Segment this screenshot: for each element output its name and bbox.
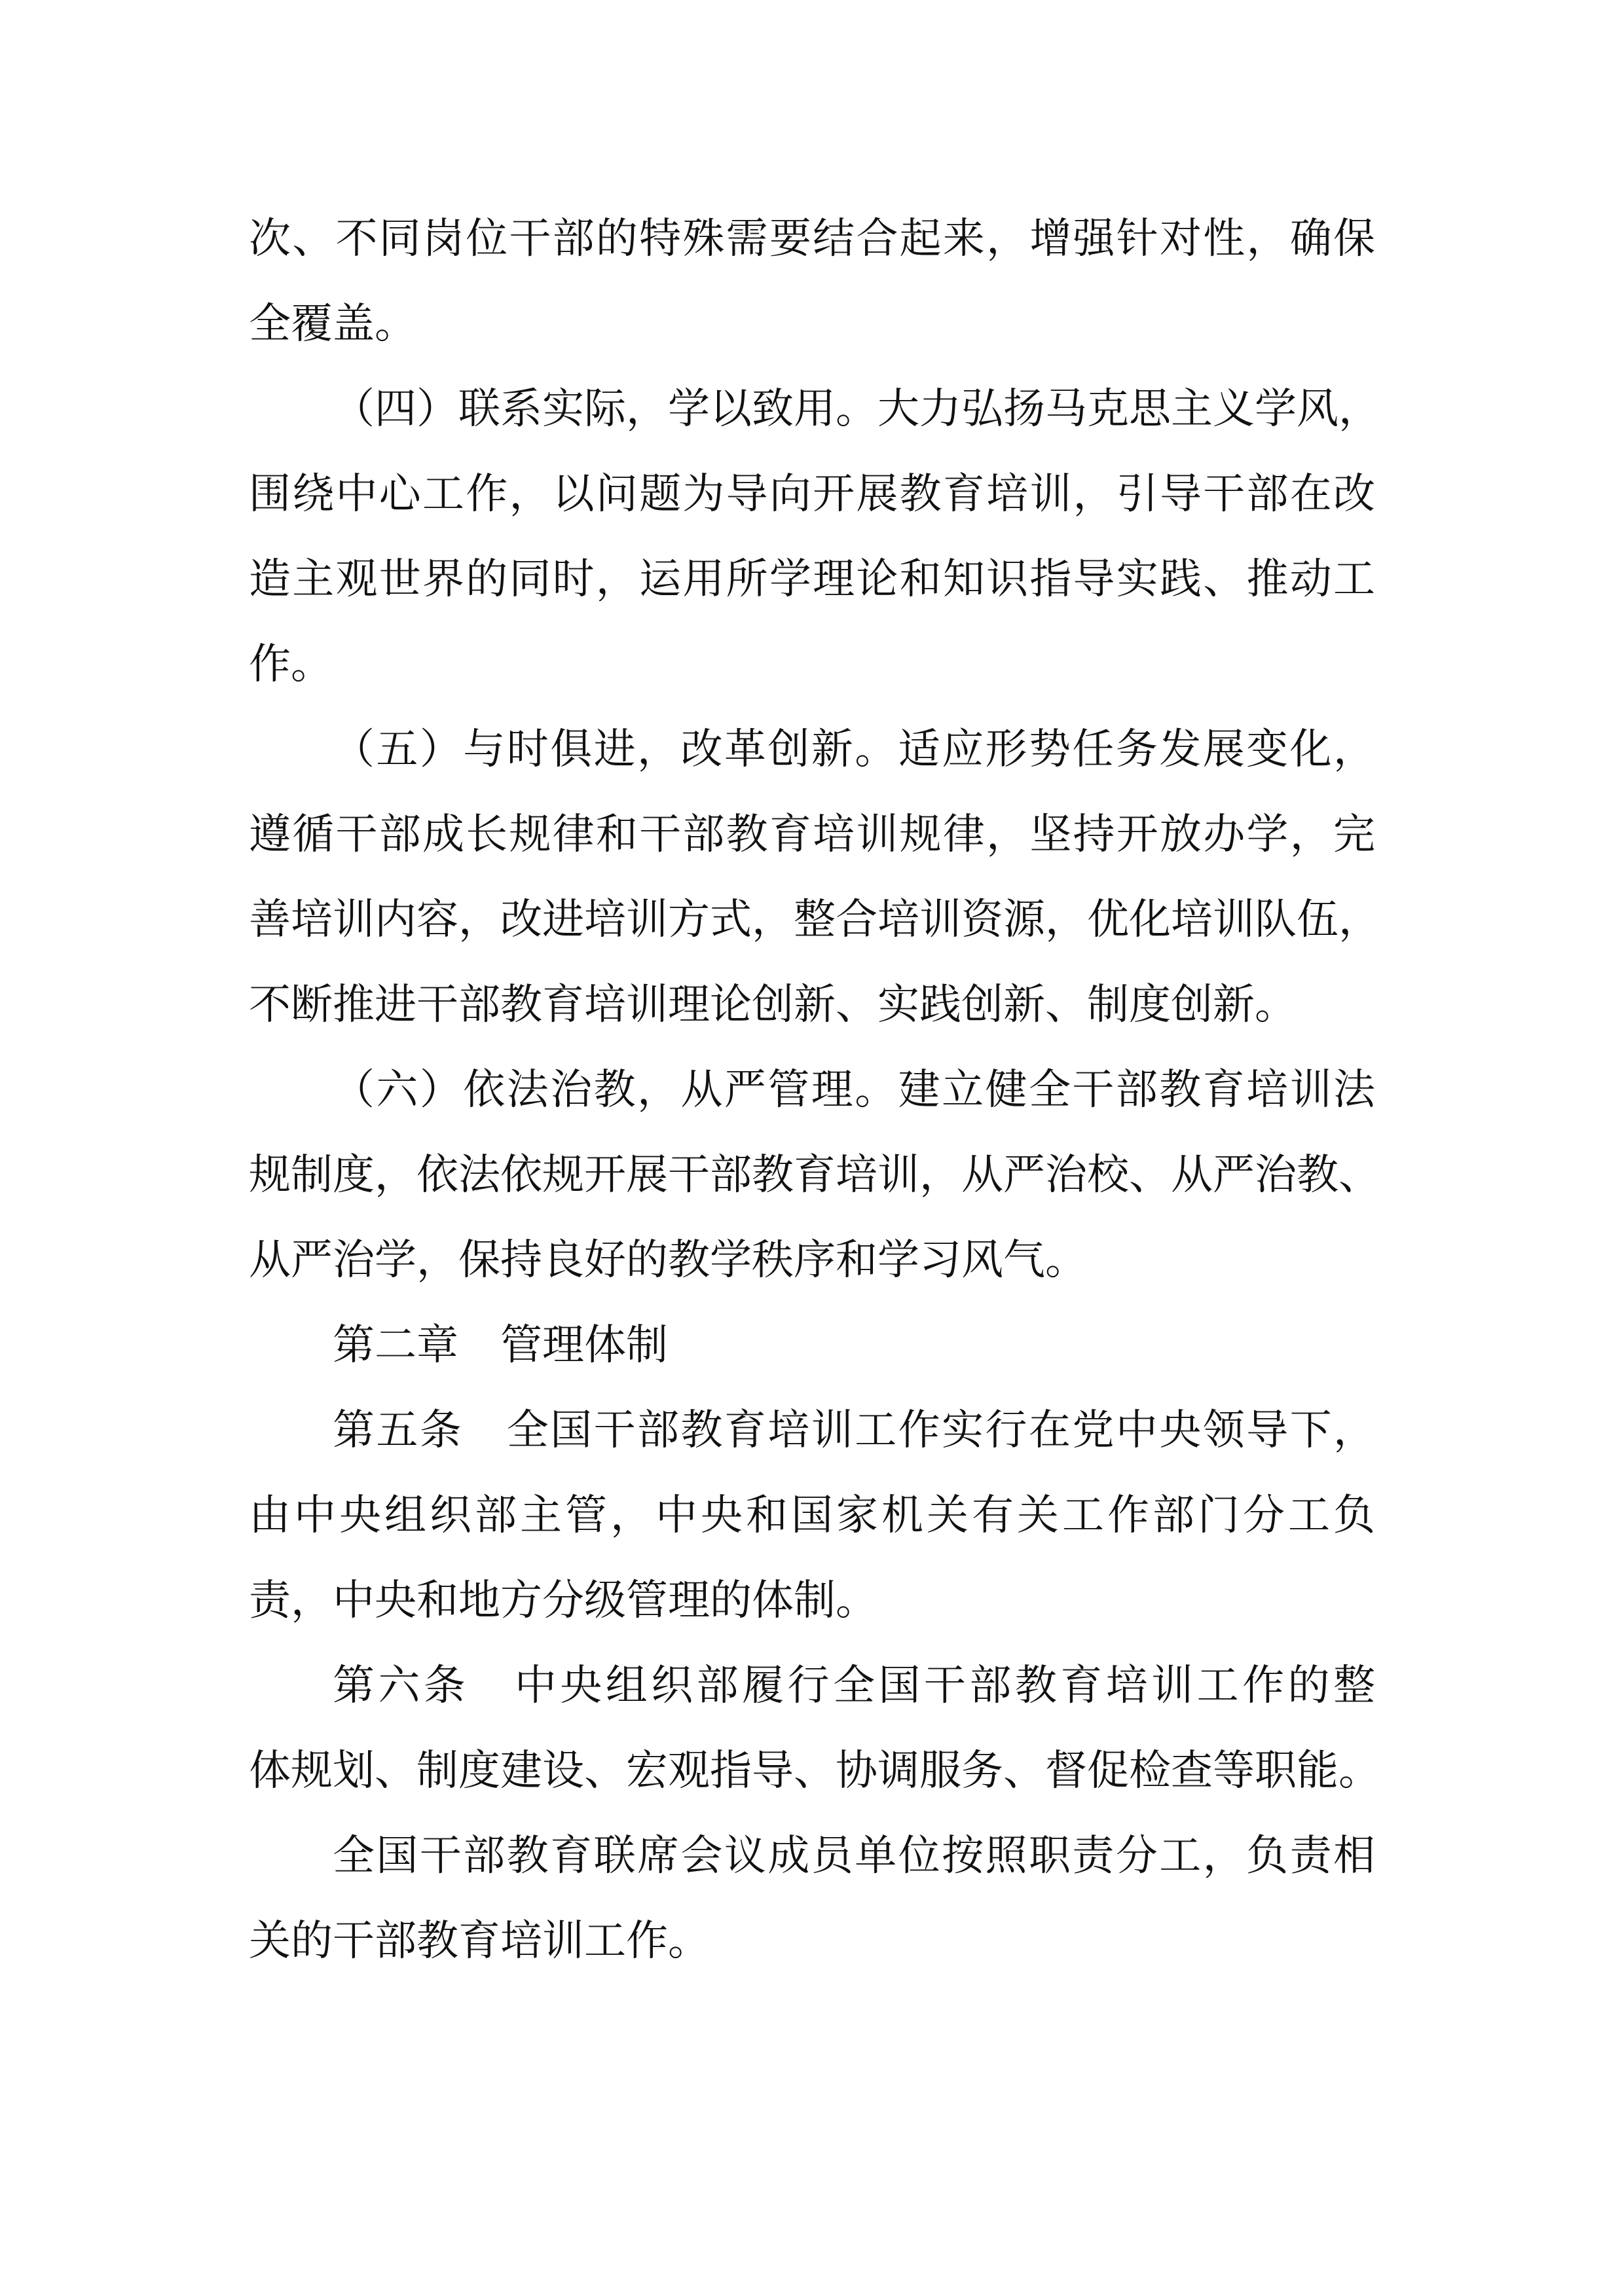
text-line: 遵循干部成长规律和干部教育培训规律，坚持开放办学，完	[249, 811, 1375, 859]
paragraph-line: （五）与时俱进，改革创新。适应形势任务发展变化，	[333, 725, 1375, 774]
text-line: 由中央组织部主管，中央和国家机关有关工作部门分工负	[249, 1491, 1375, 1540]
text-line: 作。	[249, 640, 333, 689]
paragraph-line: 全国干部教育联席会议成员单位按照职责分工，负责相	[333, 1832, 1375, 1880]
text-line: 造主观世界的同时，运用所学理论和知识指导实践、推动工	[249, 555, 1375, 604]
chapter-heading	[249, 1303, 1375, 1388]
paragraph-line: （六）依法治教，从严管理。建立健全干部教育培训法	[333, 1066, 1375, 1114]
chapter-number: 第二章	[333, 1321, 458, 1370]
text-line: 次、不同岗位干部的特殊需要结合起来，增强针对性，确保	[249, 215, 1375, 263]
article-line: 第五条 全国干部教育培训工作实行在党中央领导下，	[333, 1406, 1375, 1455]
text-line: 从严治学，保持良好的教学秩序和学习风气。	[249, 1236, 1087, 1285]
text-line: 善培训内容，改进培训方式，整合培训资源，优化培训队伍，	[249, 896, 1380, 944]
text-line: 责，中央和地方分级管理的体制。	[249, 1576, 877, 1625]
text-line: 体规划、制度建设、宏观指导、协调服务、督促检查等职能。	[249, 1747, 1380, 1795]
chapter-title: 管理体制	[500, 1321, 668, 1370]
text-line: 全覆盖。	[249, 300, 416, 348]
article-line: 第六条 中央组织部履行全国干部教育培训工作的整	[333, 1662, 1375, 1710]
text-line: 规制度，依法依规开展干部教育培训，从严治校、从严治教、	[249, 1151, 1380, 1199]
paragraph-line: （四）联系实际，学以致用。大力弘扬马克思主义学风，	[333, 385, 1380, 433]
text-line: 围绕中心工作，以问题为导向开展教育培训，引导干部在改	[249, 470, 1375, 519]
document-body	[249, 196, 1380, 1984]
text-line: 关的干部教育培训工作。	[249, 1917, 710, 1965]
text-line: 不断推进干部教育培训理论创新、实践创新、制度创新。	[249, 981, 1297, 1029]
